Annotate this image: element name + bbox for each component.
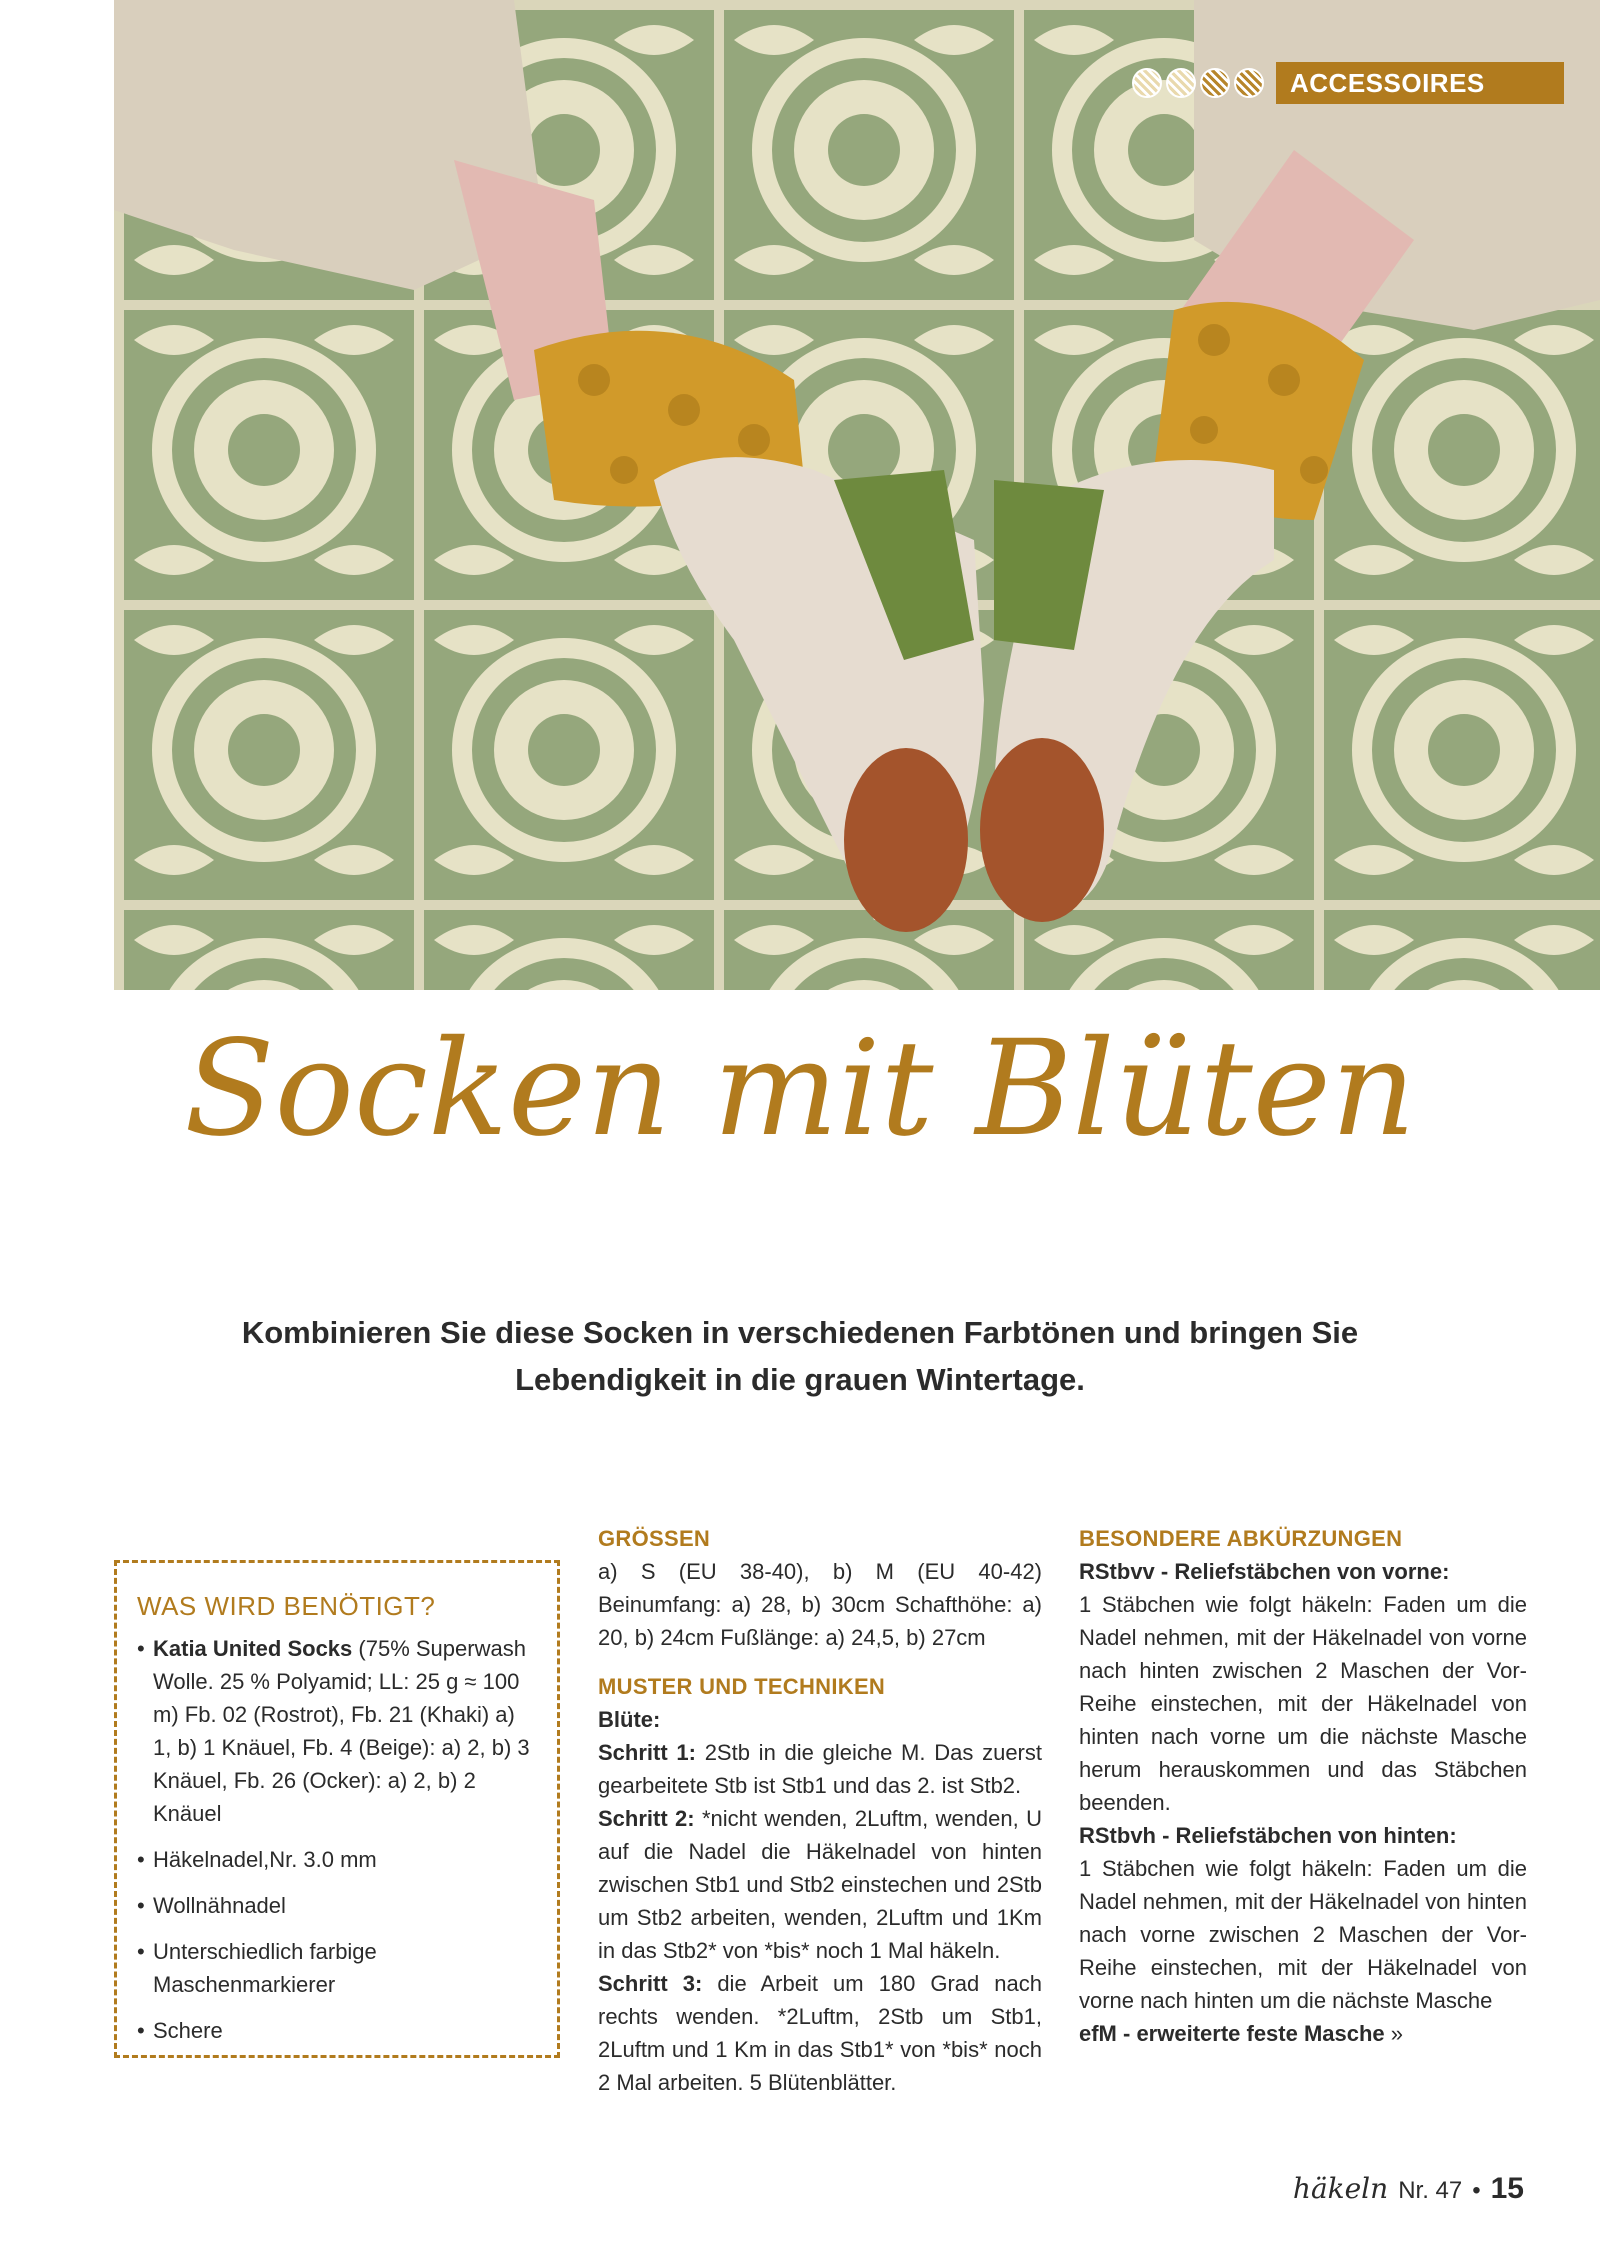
abbreviation-term: RStbvv - Reliefstäbchen von vorne: <box>1079 1559 1450 1584</box>
materials-heading: WAS WIRD BENÖTIGT? <box>137 1591 436 1621</box>
page-title: Socken mit Blüten <box>184 1012 1416 1166</box>
techniques-heading: MUSTER UND TECHNIKEN <box>598 1674 886 1699</box>
materials-item: • Schere <box>137 2014 537 2047</box>
sizes-techniques-column <box>598 1522 1042 2099</box>
abbreviations-heading: BESONDERE ABKÜRZUNGEN <box>1079 1526 1403 1551</box>
magazine-brand: häkeln <box>1292 2172 1389 2205</box>
yarn-ball-icon <box>1234 68 1264 98</box>
intro-line-1: Kombinieren Sie diese Socken in verschiedenen Farbtönen und bringen Sie <box>241 1315 1359 1350</box>
continued-note: efM - erweiterte feste Masche » <box>1079 2021 1404 2046</box>
page-footer <box>1293 2172 1524 2206</box>
continue-arrow-icon: » <box>1390 2021 1404 2046</box>
materials-item: • Unterschiedlich farbige Maschenmarkierer <box>137 1935 537 2001</box>
step-3: Schritt 3: die Arbeit um 180 Grad nach rechts wenden. *2Luftm, 2Stb um Stb1, 2Luftm und 1 Km in das Stb1* von *bis* noch 2 Mal arbeiten. 5 Blütenblätter. <box>598 1971 1042 2095</box>
materials-box <box>114 1560 560 2058</box>
step-2: Schritt 2: *nicht wenden, 2Luftm, wenden, U auf die Nadel die Häkelnadel von hinten zwischen Stb1 und Stb2 einstechen und 2Stb um Stb2 arbeiten, wenden, 2Luftm und 1Km in das Stb2* von *bis* noch 1 Mal häkeln. <box>598 1806 1042 1963</box>
intro-text <box>150 1310 1450 1403</box>
abbreviations-column <box>1079 1522 1527 2050</box>
abbreviation-text: 1 Stäbchen wie folgt häkeln: Faden um die Nadel nehmen, mit der Häkelnadel von vorne nach hinten zwischen 2 Maschen der Vor-Reihe einstechen, mit der Häkelnadel von hinten nach vorne um die nächste Masche herum herauskommen und das Stäbchen beenden. <box>1079 1592 1527 1815</box>
hero-photo <box>114 0 1600 990</box>
abbreviation-term: RStbvh - Reliefstäbchen von hinten: <box>1079 1823 1457 1848</box>
footer-separator: • <box>1472 2177 1481 2204</box>
materials-list <box>137 1632 537 2047</box>
socks-photo-illustration <box>114 0 1600 990</box>
page-number: 15 <box>1490 2172 1524 2205</box>
materials-item: • Häkelnadel,Nr. 3.0 mm <box>137 1843 537 1876</box>
sizes-text: a) S (EU 38-40), b) M (EU 40-42) Beinumfang: a) 28, b) 30cm Schafthöhe: a) 20, b) 24cm Fußlänge: a) 24,5, b) 27cm <box>598 1559 1042 1650</box>
category-label: ACCESSOIRES <box>1276 62 1564 104</box>
sizes-heading: GRÖSSEN <box>598 1526 711 1551</box>
category-badge <box>1132 62 1564 104</box>
issue-number: Nr. 47 <box>1398 2177 1463 2204</box>
yarn-ball-icon <box>1166 68 1196 98</box>
intro-line-2: Lebendigkeit in die grauen Wintertage. <box>515 1361 1085 1397</box>
step-1: Schritt 1: 2Stb in die gleiche M. Das zuerst gearbeitete Stb ist Stb1 und das 2. ist Stb2. <box>598 1740 1042 1798</box>
abbreviation-text: 1 Stäbchen wie folgt häkeln: Faden um die Nadel nehmen, mit der Häkelnadel von hinten nach vorne zwischen 2 Maschen der Vor-Reihe einstechen, mit der Häkelnadel von vorne nach hinten um die nächste Masche <box>1079 1856 1527 2013</box>
techniques-subheading: Blüte: <box>598 1707 661 1732</box>
difficulty-yarn-balls <box>1132 68 1264 98</box>
materials-item: • Katia United Socks (75% Superwash Wolle. 25 % Polyamid; LL: 25 g ≈ 100 m) Fb. 02 (Rostrot), Fb. 21 (Khaki) a) 1, b) 1 Knäuel, Fb. 4 (Beige): a) 2, b) 3 Knäuel, Fb. 26 (Ocker): a) 2, b) 2 Knäuel <box>137 1632 537 1830</box>
yarn-ball-icon <box>1200 68 1230 98</box>
yarn-ball-icon <box>1132 68 1162 98</box>
materials-item: • Wollnähnadel <box>137 1889 537 1922</box>
